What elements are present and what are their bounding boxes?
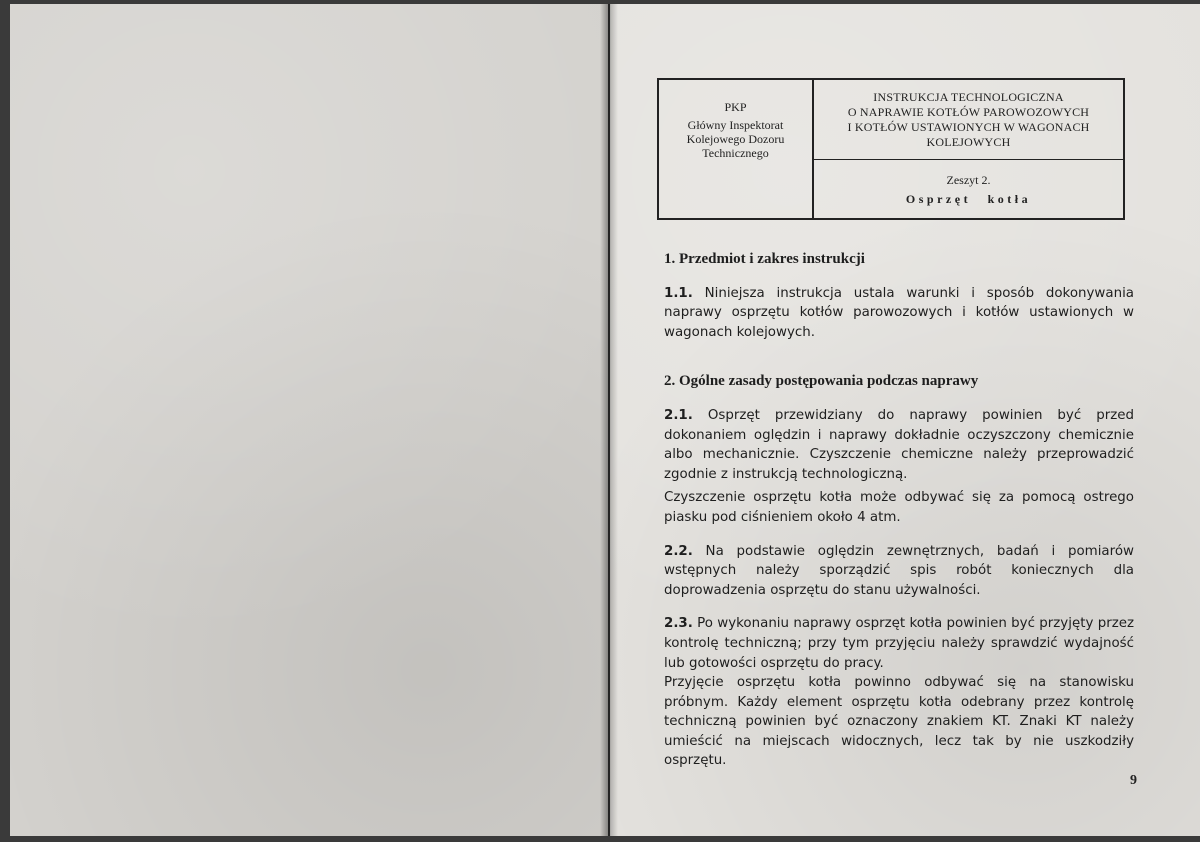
- issuer-line-2: Kolejowego Dozoru: [686, 132, 785, 146]
- volume-block: [814, 160, 1123, 218]
- section-1-title: 1. Przedmiot i zakres instrukcji: [664, 251, 865, 267]
- paragraph-number: 1.1.: [664, 285, 693, 301]
- issuer-short: PKP: [724, 100, 747, 114]
- header-box: [657, 78, 1125, 220]
- page-content: [664, 250, 1134, 771]
- issuer-line-1: Główny Inspektorat: [687, 118, 784, 132]
- paragraph-2-3: [664, 614, 1134, 673]
- volume-topic: Osprzęt kotła: [905, 191, 1032, 206]
- left-page-blank: [10, 4, 608, 836]
- paragraph-1-1: [664, 284, 1134, 343]
- paragraph-2-3-continued: [664, 673, 1134, 771]
- paragraph-text: Osprzęt przewidziany do naprawy powinien być przed dokonaniem oględzin i naprawy dokładnie oczyszczony chemicznie albo mechanicznie. Czyszczenie chemiczne należy przeprowadzić zgodnie z instrukcją technologiczną.: [664, 407, 1134, 482]
- paragraph-number: 2.1.: [664, 407, 693, 423]
- issuer-line-3: Technicznego: [702, 146, 769, 160]
- paragraph-text: Przyjęcie osprzętu kotła powinno odbywać się na stanowisku próbnym. Każdy element osprzętu kotła odebrany przez kontrolę techniczną powinien być oznaczony znakiem KT. Znaki KT należy umieścić na miejscach widocznych, lecz tak by nie uszkodziły osprzętu.: [664, 675, 1134, 769]
- document-title: [814, 80, 1123, 160]
- paragraph-text: Na podstawie oględzin zewnętrznych, badań i pomiarów wstępnych należy sporządzić spis robót koniecznych dla doprowadzenia osprzętu do stanu używalności.: [664, 543, 1134, 598]
- title-line-1: INSTRUKCJA TECHNOLOGICZNA: [873, 89, 1064, 104]
- paragraph-text: Niniejsza instrukcja ustala warunki i sposób dokonywania naprawy osprzętu kotłów parowozowych i kotłów ustawionych w wagonach kolejowych.: [664, 285, 1134, 340]
- paragraph-number: 2.3.: [664, 616, 693, 632]
- paragraph-number: 2.2.: [664, 543, 693, 559]
- volume-number: Zeszyt 2.: [946, 172, 991, 187]
- document-title-block: [814, 80, 1123, 218]
- section-2-title: 2. Ogólne zasady postępowania podczas naprawy: [664, 373, 979, 390]
- title-line-4: KOLEJOWYCH: [926, 134, 1011, 149]
- page-number: 9: [1130, 773, 1137, 788]
- issuer-block: [659, 80, 814, 218]
- paragraph-2-1-continued: [664, 488, 1134, 527]
- paragraph-text: Czyszczenie osprzętu kotła może odbywać się za pomocą ostrego piasku pod ciśnieniem około 4 atm.: [664, 490, 1134, 525]
- title-line-3: I KOTŁÓW USTAWIONYCH W WAGONACH: [847, 119, 1090, 134]
- paragraph-2-2: [664, 542, 1134, 601]
- paragraph-text: Po wykonaniu naprawy osprzęt kotła powinien być przyjęty przez kontrolę techniczną; przy tym przyjęciu należy sprawdzić wydajność lub gotowości osprzętu do pracy.: [664, 616, 1134, 671]
- paragraph-2-1: [664, 406, 1134, 484]
- book-gutter: [600, 4, 618, 836]
- title-line-2: O NAPRAWIE KOTŁÓW PAROWOZOWYCH: [847, 104, 1090, 119]
